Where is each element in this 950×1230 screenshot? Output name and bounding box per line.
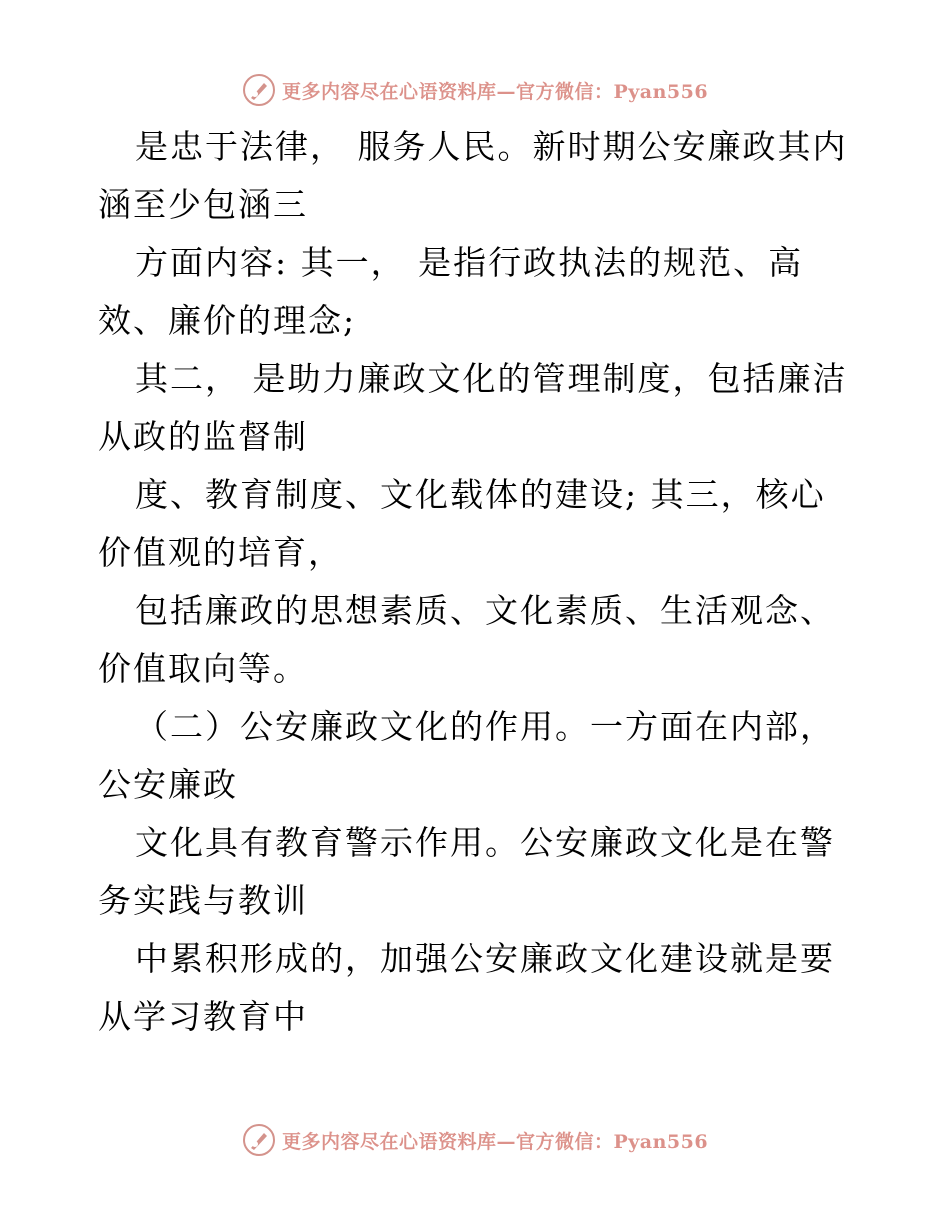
paragraph-6: （二）公安廉政文化的作用。一方面在内部， 公安廉政 <box>98 707 835 804</box>
paragraph-4: 度、教育制度、文化载体的建设; 其三，核心价值观的培育， <box>98 475 826 572</box>
quill-logo-icon <box>242 1123 276 1157</box>
paragraph-7: 文化具有教育警示作用。公安廉政文化是在警务实践与教训 <box>98 823 835 920</box>
footer-watermark-text: 更多内容尽在心语资料库—官方微信：Pyan556 <box>281 1130 709 1153</box>
paragraph-5: 包括廉政的思想素质、文化素质、生活观念、价值取向等。 <box>98 591 835 688</box>
paragraph-3: 其二， 是助力廉政文化的管理制度，包括廉洁从政的监督制 <box>98 359 848 456</box>
quill-logo-icon <box>242 73 276 107</box>
paragraph-8: 中累积形成的，加强公安廉政文化建设就是要从学习教育中 <box>98 939 835 1036</box>
header-watermark-text: 更多内容尽在心语资料库—官方微信：Pyan556 <box>281 80 709 103</box>
paragraph-2: 方面内容: 其一， 是指行政执法的规范、高效、廉价的理念; <box>98 243 804 340</box>
document-body <box>98 118 852 1046</box>
footer-watermark-banner <box>0 1120 950 1160</box>
paragraph-1: 是忠于法律， 服务人民。新时期公安廉政其内涵至少包涵三 <box>98 127 848 224</box>
header-watermark-banner <box>0 70 950 110</box>
